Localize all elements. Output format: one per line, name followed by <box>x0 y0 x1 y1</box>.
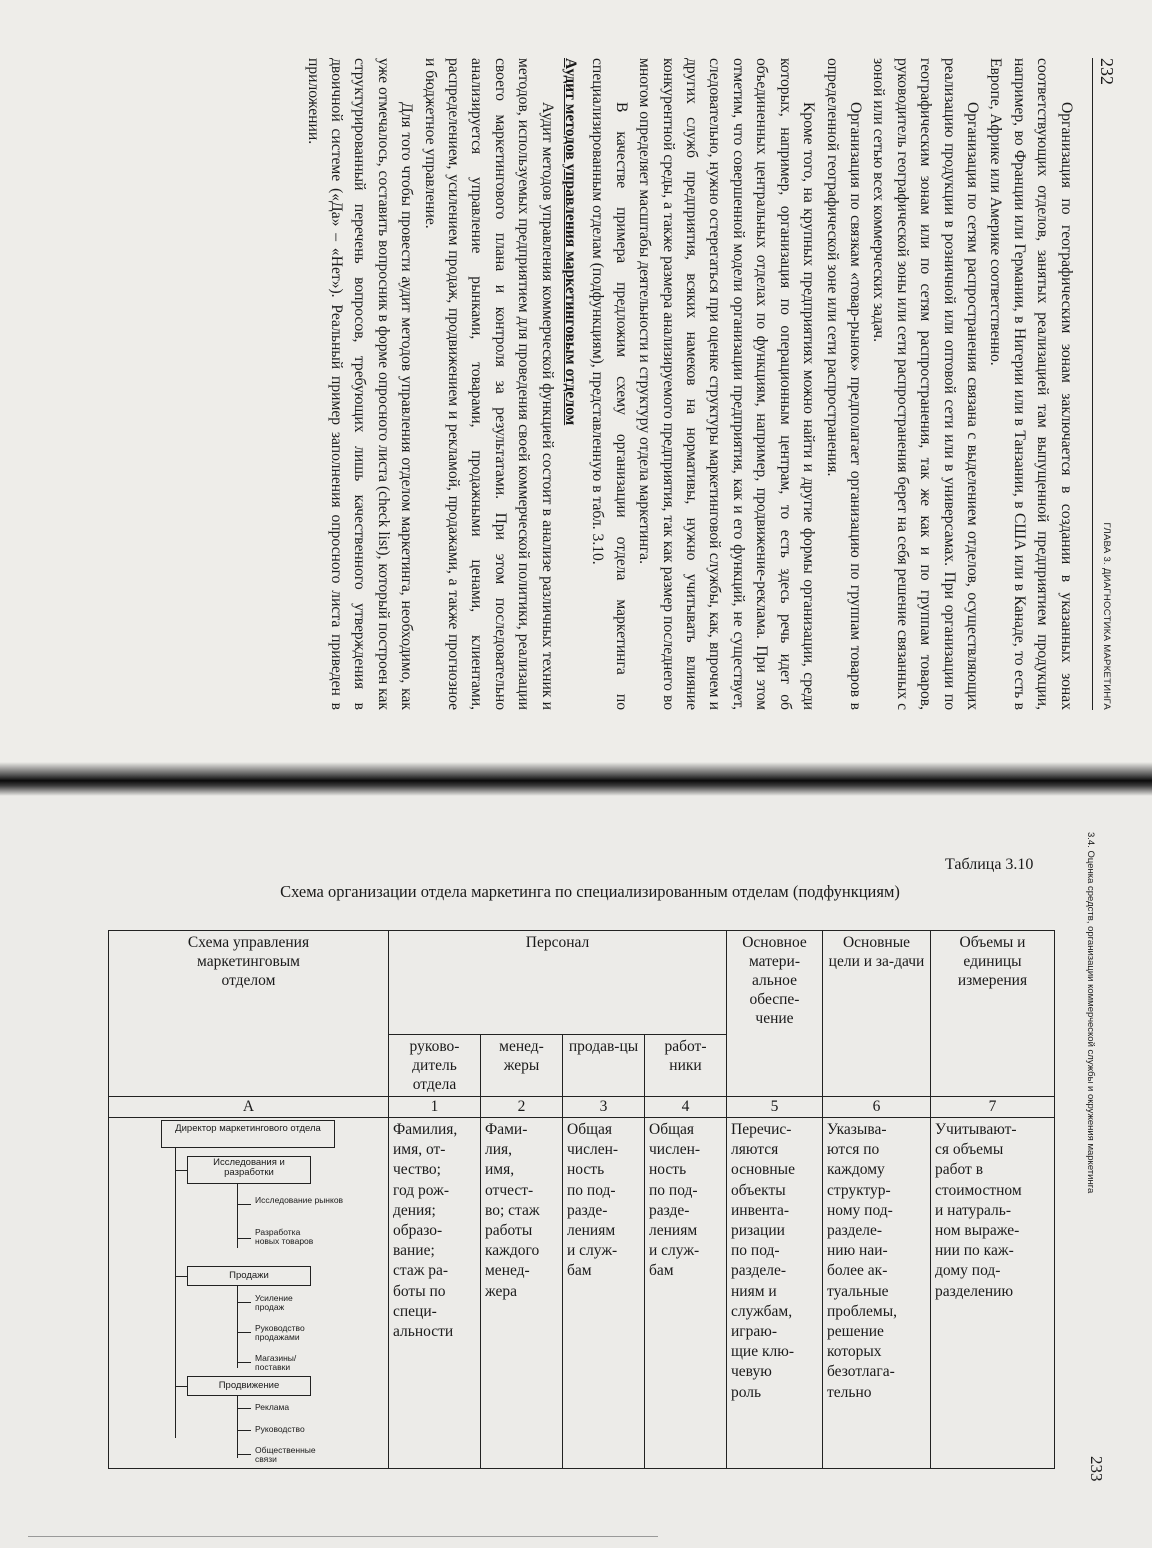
cell-line: числен- <box>649 1141 701 1159</box>
cell-line: Перечис- <box>731 1121 792 1138</box>
cell-sellers-info <box>563 1118 645 1469</box>
org-leaf-sales-boost: Усиление продаж <box>255 1293 293 1312</box>
cell-line: структур- <box>827 1181 891 1199</box>
org-connector <box>175 1170 187 1171</box>
subheader-workers: работ-ники <box>645 1035 727 1097</box>
cell-head-info <box>389 1118 481 1469</box>
cell-line: работы <box>485 1222 533 1240</box>
cell-line: стаж ра- <box>393 1262 449 1280</box>
cell-line: имя, от- <box>393 1141 446 1159</box>
cell-line: работ в <box>935 1161 984 1179</box>
cell-line: Учитывают- <box>935 1121 1017 1138</box>
header-volumes: Объемы и единицы измерения <box>931 931 1055 1097</box>
cell-line: Фами- <box>485 1121 528 1138</box>
cell-line: туальные <box>827 1282 889 1300</box>
cell-line: разде- <box>567 1201 608 1219</box>
org-connector <box>237 1238 251 1239</box>
page-number: 233 <box>1087 1456 1106 1482</box>
column-number: 3 <box>563 1097 645 1118</box>
cell-material-info <box>727 1118 823 1469</box>
cell-line: менед- <box>485 1262 530 1280</box>
subheader-sellers: продав-цы <box>563 1035 645 1097</box>
header-goals: Основные цели и за-дачи <box>823 931 931 1097</box>
schema-table <box>108 930 1055 1469</box>
table-label: Таблица 3.10 <box>945 856 1034 873</box>
org-leaf-new-products: Разработка новых товаров <box>255 1227 314 1246</box>
cell-line: чевую <box>731 1363 772 1381</box>
header-personnel: Персонал <box>389 931 727 1035</box>
org-leaf-shops: Магазины/ поставки <box>255 1353 297 1372</box>
paragraph: Аудит методов управления коммерческой функцией состоит в анализе различных техник и методов, используемых предприятием для проведения своей коммерческой политики, реализации своего маркетингового плана и контроля за результатами. При этом последовательно анализируется управление рынками, товарами, продажными ценами, клиентами, распределением, усилением продаж, продвижением и рекламой, продажами, а также прогнозное и бюджетное управление. <box>421 58 556 710</box>
cell-line: Фамилия, <box>393 1121 458 1138</box>
cell-line: по под- <box>567 1181 616 1199</box>
cell-managers-info <box>481 1118 563 1469</box>
org-connector <box>237 1454 251 1455</box>
page-233 <box>0 796 1152 1548</box>
cell-line: числен- <box>567 1141 619 1159</box>
cell-line: нию наи- <box>827 1242 888 1260</box>
org-leaf-advertising: Реклама <box>255 1402 290 1412</box>
cell-line: и служ- <box>567 1242 618 1260</box>
cell-line: ниям и <box>731 1282 777 1300</box>
page-233-running-head <box>1080 832 1104 1532</box>
column-number: 2 <box>481 1097 563 1118</box>
column-number: 7 <box>931 1097 1055 1118</box>
book-spine <box>0 762 1152 796</box>
cell-line: безотлага- <box>827 1363 895 1381</box>
paragraph: Организация по связкам «товар-рынок» предполагает организацию по группам товаров в определенной географической зоне или сети распространения. <box>823 58 864 710</box>
paragraph: Организация по географическим зонам заключается в создании в указанных зонах соответствующих отделов, занятых реализацией там выпущенной предприятием продукции, например, во Франции или Германии, в Нигерии или в Танзании, в США или в Канаде, то есть в Европе, Африке или Америке соответственно. <box>987 58 1075 710</box>
paragraph: В качестве примера предложим схему организации отдела маркетинга по специализированным отделам (подфункциям), представленную в табл. 3.10. <box>589 58 630 710</box>
cell-line: во; стаж <box>485 1201 540 1219</box>
running-head: ГЛАВА 3. ДИАГНОСТИКА МАРКЕТИНГА <box>1101 522 1112 710</box>
cell-line: лениям <box>567 1222 616 1240</box>
cell-line: тельно <box>827 1383 872 1401</box>
column-number: А <box>109 1097 389 1118</box>
cell-goals-info <box>823 1118 931 1469</box>
org-branch-line <box>237 1286 238 1368</box>
cell-line: лия, <box>485 1141 513 1159</box>
subheader-head: руково-дитель отдела <box>389 1035 481 1097</box>
cell-line: по под- <box>731 1242 780 1260</box>
column-number: 5 <box>727 1097 823 1118</box>
table-body-row <box>109 1118 1055 1469</box>
cell-line: ются по <box>827 1141 880 1159</box>
cell-line: инвента- <box>731 1201 789 1219</box>
column-number: 1 <box>389 1097 481 1118</box>
cell-line: разделе- <box>731 1262 787 1280</box>
cell-line: каждому <box>827 1161 885 1179</box>
column-number: 4 <box>645 1097 727 1118</box>
cell-line: службам, <box>731 1302 793 1320</box>
org-box-director: Директор маркетингового отдела <box>161 1120 335 1148</box>
cell-line: щие клю- <box>731 1343 794 1361</box>
cell-line: ляются <box>731 1141 779 1159</box>
cell-line: нии по каж- <box>935 1242 1014 1260</box>
cell-line: год рож- <box>393 1181 450 1199</box>
paragraph: Кроме того, на крупных предприятиях можно найти и другие формы организации, среди которых, например, организация по операционным центрам, то есть здесь речь идет об объединенных центральных отделах по функциям, например, продвижение-реклама. При этом отметим, что совершенной модели организации предприятия, как и его функций, не существует, следовательно, нужно остерегаться при оценке структуры маркетинговой службы, как, впрочем и других служб предприятия, всяких намеков на нормативы, нужно учитывать влияние конкурентной среды, а также размера анализируемого предприятия, так как размер последнего во многом определяет масштабы деятельности и структуру отдела маркетинга. <box>636 58 818 710</box>
cell-line: Указыва- <box>827 1121 887 1138</box>
org-connector <box>175 1276 187 1277</box>
cell-line: дения; <box>393 1201 436 1219</box>
cell-line: решение <box>827 1323 884 1341</box>
cell-line: роль <box>731 1383 762 1401</box>
header-scheme: Схема управления маркетинговым отделом <box>109 931 389 1097</box>
org-trunk-line <box>175 1148 176 1438</box>
section-title: Аудит методов управления маркетинговым отделом <box>562 58 580 426</box>
cell-line: жера <box>485 1282 518 1300</box>
org-connector <box>175 1386 187 1387</box>
cell-line: боты по <box>393 1282 446 1300</box>
column-number: 6 <box>823 1097 931 1118</box>
org-connector <box>237 1204 251 1205</box>
cell-line: более ак- <box>827 1262 888 1280</box>
cell-line: Общая <box>649 1121 695 1138</box>
cell-line: специ- <box>393 1302 437 1320</box>
cell-line: ся объемы <box>935 1141 1004 1159</box>
cell-line: разде- <box>649 1201 690 1219</box>
cell-line: ризации <box>731 1222 785 1240</box>
paragraph: Организация по сетям распространения связана с выделением отделов, осуществляющих реализацию продукции в розничной или оптовой сети или в универсамах. При организации по географическим зонам или по сетям распространения, так же как и по группам товаров, руководитель географической зоны или сети распространения берет на себя решение связанных с зоной или сетью всех коммерческих задач. <box>870 58 981 710</box>
cell-line: разделе- <box>827 1222 883 1240</box>
table-title: Схема организации отдела маркетинга по специализированным отделам (подфункциям) <box>280 882 900 901</box>
org-leaf-market-research: Исследование рынков <box>255 1195 344 1205</box>
cell-line: ность <box>567 1161 605 1179</box>
cell-line: чество; <box>393 1161 441 1179</box>
org-leaf-sales-management: Руководство продажами <box>255 1323 305 1342</box>
cell-line: ном выраже- <box>935 1222 1020 1240</box>
org-box-sales: Продажи <box>187 1266 311 1286</box>
column-number-row <box>109 1097 1055 1118</box>
header-material: Основное матери-альное обеспе-чение <box>727 931 823 1097</box>
page-bottom-rule <box>28 1536 658 1537</box>
org-leaf-management: Руководство <box>255 1424 305 1434</box>
cell-line: по под- <box>649 1181 698 1199</box>
org-connector <box>237 1332 251 1333</box>
cell-line: Общая <box>567 1121 613 1138</box>
org-connector <box>237 1430 251 1431</box>
running-head: 3.4. Оценка средств, организации коммерческой службы и окружения маркетинга <box>1085 832 1096 1194</box>
cell-line: бам <box>567 1262 592 1280</box>
cell-line: альности <box>393 1323 454 1341</box>
cell-line: объекты <box>731 1181 786 1199</box>
org-chart <box>109 1118 388 1468</box>
cell-line: образо- <box>393 1222 443 1240</box>
cell-line: ному под- <box>827 1201 893 1219</box>
cell-line: и натураль- <box>935 1201 1011 1219</box>
org-chart-cell <box>109 1118 389 1469</box>
cell-line: отчест- <box>485 1181 534 1199</box>
table-header-row <box>109 931 1055 1035</box>
org-box-promotion: Продвижение <box>187 1376 311 1396</box>
cell-line: каждого <box>485 1242 540 1260</box>
cell-line: стоимостном <box>935 1181 1022 1199</box>
cell-line: имя, <box>485 1161 515 1179</box>
cell-line: бам <box>649 1262 674 1280</box>
org-connector <box>237 1362 251 1363</box>
org-branch-line <box>237 1396 238 1458</box>
cell-line: основные <box>731 1161 795 1179</box>
org-connector <box>237 1408 251 1409</box>
org-leaf-public-relations: Общественные связи <box>255 1445 316 1464</box>
cell-line: вание; <box>393 1242 435 1260</box>
subheader-managers: менед-жеры <box>481 1035 563 1097</box>
cell-workers-info <box>645 1118 727 1469</box>
cell-line: ность <box>649 1161 687 1179</box>
cell-line: лениям <box>649 1222 698 1240</box>
org-box-research: Исследования и разработки <box>187 1156 311 1184</box>
page-number: 232 <box>1097 58 1117 85</box>
cell-line: играю- <box>731 1323 778 1341</box>
cell-line: дому под- <box>935 1262 1001 1280</box>
org-connector <box>237 1302 251 1303</box>
cell-line: проблемы, <box>827 1302 898 1320</box>
cell-volumes-info <box>931 1118 1055 1469</box>
cell-line: и служ- <box>649 1242 700 1260</box>
cell-line: которых <box>827 1343 882 1361</box>
cell-line: разделению <box>935 1282 1014 1300</box>
paragraph: Для того чтобы провести аудит методов управления отделом маркетинга, необходимо, как уже отмечалось, составить вопросник в форме опросного листа (check list), который построен как структурированный перечень вопросов, требующих лишь качественного утверждения в двоичной системе («Да» – «Нет»). Реальный пример заполнения опросного листа приведен в приложении. <box>304 58 416 710</box>
page-232-header <box>1092 58 1118 710</box>
